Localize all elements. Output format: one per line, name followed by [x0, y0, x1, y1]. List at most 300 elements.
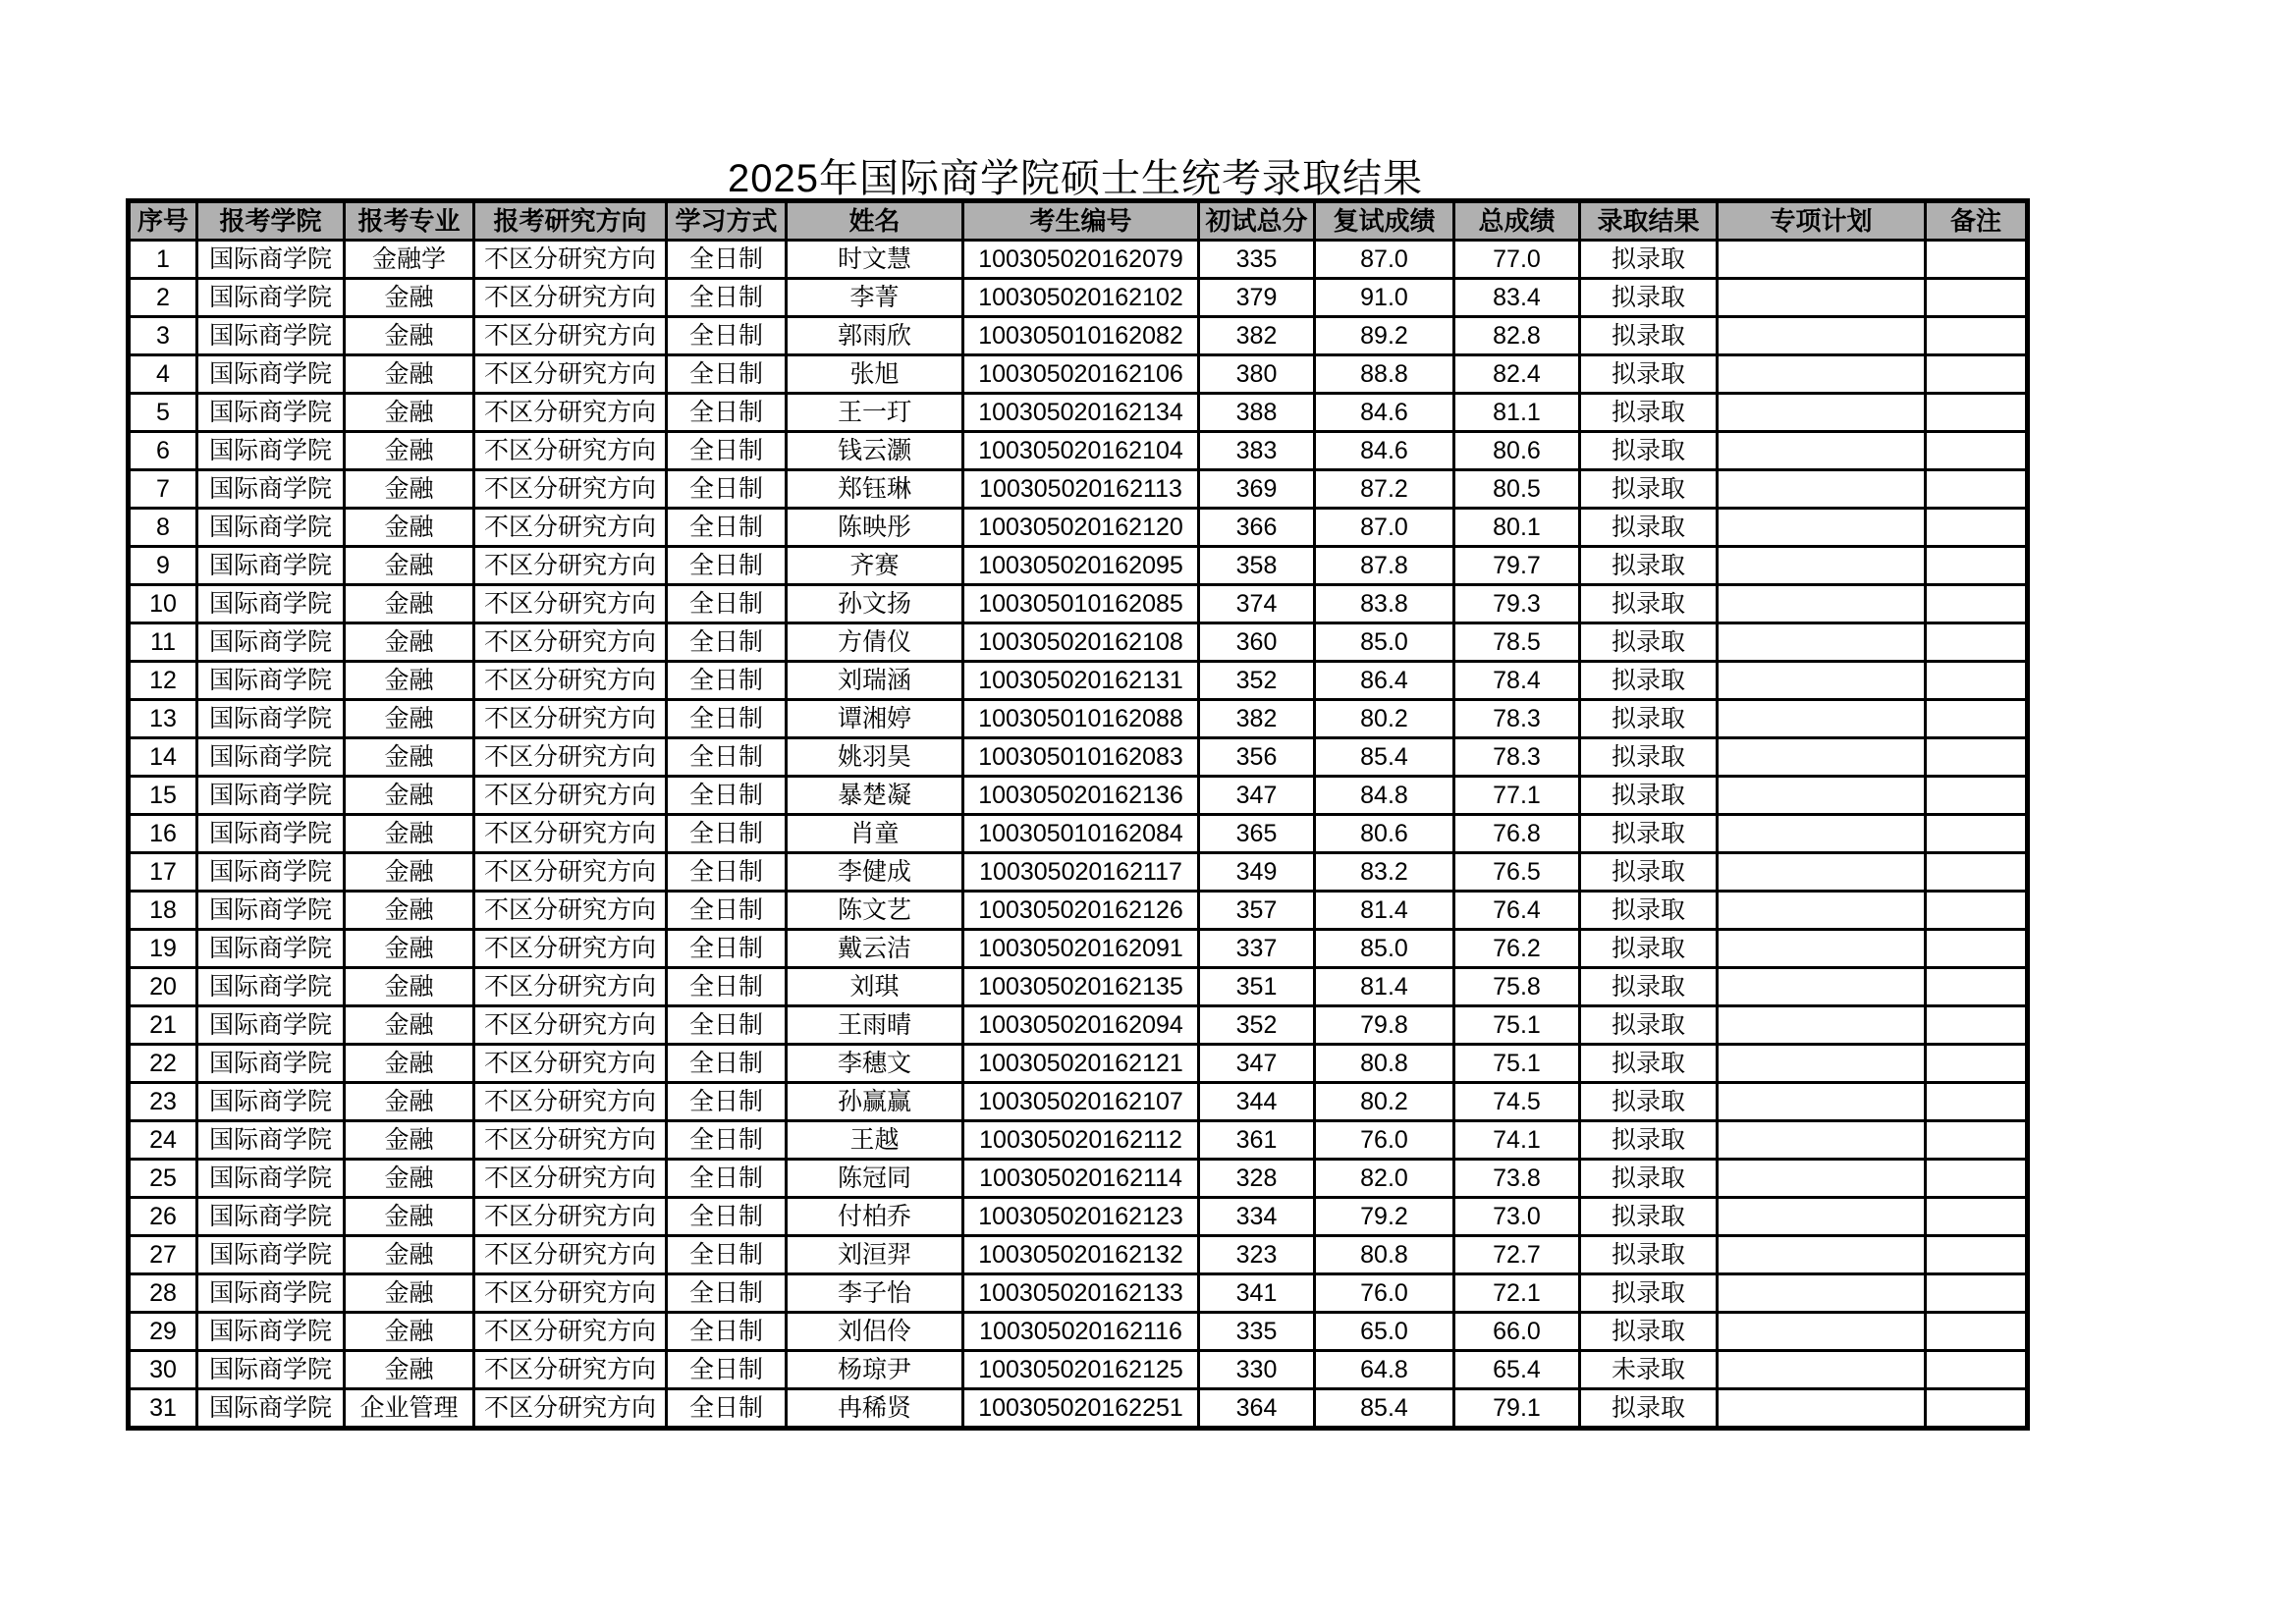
table-cell: 国际商学院	[197, 1083, 345, 1121]
table-cell	[1718, 470, 1926, 509]
table-cell: 100305020162125	[963, 1351, 1199, 1389]
table-cell: 金融	[345, 738, 474, 777]
table-cell	[1926, 1006, 2028, 1045]
table-row	[129, 1083, 2028, 1121]
table-row	[129, 1198, 2028, 1236]
table-cell: 17	[129, 853, 197, 892]
table-cell: 23	[129, 1083, 197, 1121]
table-cell: 73.0	[1454, 1198, 1580, 1236]
table-cell	[1718, 585, 1926, 623]
table-cell	[1718, 509, 1926, 547]
table-cell: 国际商学院	[197, 1274, 345, 1313]
table-cell: 金融	[345, 394, 474, 432]
table-cell: 100305020162107	[963, 1083, 1199, 1121]
table-cell: 335	[1199, 241, 1315, 279]
table-cell: 国际商学院	[197, 1006, 345, 1045]
table-cell: 国际商学院	[197, 968, 345, 1006]
table-cell: 金融	[345, 777, 474, 815]
table-cell: 不区分研究方向	[474, 509, 667, 547]
table-cell: 13	[129, 700, 197, 738]
table-cell: 李穗文	[787, 1045, 963, 1083]
table-cell: 拟录取	[1580, 1121, 1718, 1160]
table-cell: 姚羽昊	[787, 738, 963, 777]
table-cell	[1718, 432, 1926, 470]
table-cell	[1926, 738, 2028, 777]
table-cell: 不区分研究方向	[474, 585, 667, 623]
table-cell	[1718, 1083, 1926, 1121]
table-cell: 国际商学院	[197, 1236, 345, 1274]
table-cell: 全日制	[667, 1236, 787, 1274]
table-cell: 国际商学院	[197, 623, 345, 662]
table-row	[129, 623, 2028, 662]
table-cell: 全日制	[667, 317, 787, 355]
table-row	[129, 585, 2028, 623]
table-cell	[1926, 1274, 2028, 1313]
table-cell: 国际商学院	[197, 241, 345, 279]
table-cell: 76.4	[1454, 892, 1580, 930]
table-cell: 不区分研究方向	[474, 470, 667, 509]
table-cell: 不区分研究方向	[474, 1351, 667, 1389]
table-cell: 拟录取	[1580, 279, 1718, 317]
table-cell: 26	[129, 1198, 197, 1236]
page-title: 2025年国际商学院硕士生统考录取结果	[728, 157, 1423, 200]
table-cell	[1718, 930, 1926, 968]
table-cell: 全日制	[667, 930, 787, 968]
table-cell: 拟录取	[1580, 968, 1718, 1006]
table-cell: 83.8	[1315, 585, 1454, 623]
table-cell	[1718, 853, 1926, 892]
table-cell: 陈映彤	[787, 509, 963, 547]
table-row	[129, 1160, 2028, 1198]
table-cell: 拟录取	[1580, 892, 1718, 930]
table-cell: 347	[1199, 777, 1315, 815]
table-cell: 全日制	[667, 1198, 787, 1236]
table-cell: 金融	[345, 355, 474, 394]
table-cell: 全日制	[667, 1274, 787, 1313]
table-cell: 拟录取	[1580, 509, 1718, 547]
table-cell: 25	[129, 1160, 197, 1198]
table-cell: 100305020162113	[963, 470, 1199, 509]
table-cell: 75.1	[1454, 1045, 1580, 1083]
table-cell: 拟录取	[1580, 1389, 1718, 1429]
table-cell: 78.3	[1454, 700, 1580, 738]
table-cell: 361	[1199, 1121, 1315, 1160]
table-cell: 国际商学院	[197, 317, 345, 355]
table-cell: 拟录取	[1580, 1274, 1718, 1313]
table-cell: 不区分研究方向	[474, 279, 667, 317]
table-cell: 72.7	[1454, 1236, 1580, 1274]
column-header: 学习方式	[667, 201, 787, 241]
table-cell: 75.8	[1454, 968, 1580, 1006]
table-cell: 3	[129, 317, 197, 355]
table-row	[129, 853, 2028, 892]
table-cell: 11	[129, 623, 197, 662]
table-cell: 金融	[345, 1045, 474, 1083]
table-cell: 383	[1199, 432, 1315, 470]
table-cell: 100305020162114	[963, 1160, 1199, 1198]
table-cell: 100305020162132	[963, 1236, 1199, 1274]
table-cell: 83.2	[1315, 853, 1454, 892]
table-cell: 347	[1199, 1045, 1315, 1083]
table-cell	[1718, 1121, 1926, 1160]
table-cell: 时文慧	[787, 241, 963, 279]
table-cell: 65.0	[1315, 1313, 1454, 1351]
table-cell	[1718, 892, 1926, 930]
table-cell: 李菁	[787, 279, 963, 317]
table-cell	[1926, 317, 2028, 355]
table-cell: 拟录取	[1580, 853, 1718, 892]
table-cell: 20	[129, 968, 197, 1006]
column-header: 报考研究方向	[474, 201, 667, 241]
column-header: 复试成绩	[1315, 201, 1454, 241]
table-cell: 金融	[345, 1236, 474, 1274]
table-cell: 87.0	[1315, 241, 1454, 279]
table-cell: 100305010162085	[963, 585, 1199, 623]
table-cell: 金融	[345, 585, 474, 623]
table-cell: 拟录取	[1580, 700, 1718, 738]
table-cell: 全日制	[667, 738, 787, 777]
table-cell: 100305010162084	[963, 815, 1199, 853]
table-cell: 2	[129, 279, 197, 317]
table-cell: 100305020162135	[963, 968, 1199, 1006]
table-cell: 国际商学院	[197, 1198, 345, 1236]
table-cell: 360	[1199, 623, 1315, 662]
table-cell: 80.6	[1315, 815, 1454, 853]
table-cell: 肖童	[787, 815, 963, 853]
table-cell: 87.0	[1315, 509, 1454, 547]
table-cell: 89.2	[1315, 317, 1454, 355]
table-cell	[1718, 394, 1926, 432]
table-cell: 国际商学院	[197, 1313, 345, 1351]
table-cell: 企业管理	[345, 1389, 474, 1429]
table-row	[129, 1006, 2028, 1045]
table-cell: 88.8	[1315, 355, 1454, 394]
table-cell: 国际商学院	[197, 1121, 345, 1160]
table-cell: 100305020162121	[963, 1045, 1199, 1083]
table-cell: 85.0	[1315, 930, 1454, 968]
column-header: 考生编号	[963, 201, 1199, 241]
table-cell: 76.0	[1315, 1274, 1454, 1313]
table-cell: 84.6	[1315, 394, 1454, 432]
table-cell	[1926, 241, 2028, 279]
table-cell	[1926, 1351, 2028, 1389]
column-header: 序号	[129, 201, 197, 241]
table-cell: 341	[1199, 1274, 1315, 1313]
table-row	[129, 892, 2028, 930]
table-cell: 全日制	[667, 432, 787, 470]
table-cell	[1926, 355, 2028, 394]
table-cell: 100305020162091	[963, 930, 1199, 968]
table-cell: 76.0	[1315, 1121, 1454, 1160]
table-cell: 全日制	[667, 1006, 787, 1045]
table-cell: 未录取	[1580, 1351, 1718, 1389]
table-cell: 全日制	[667, 1083, 787, 1121]
table-cell: 国际商学院	[197, 509, 345, 547]
table-cell: 金融	[345, 1313, 474, 1351]
table-cell: 4	[129, 355, 197, 394]
table-cell: 330	[1199, 1351, 1315, 1389]
table-cell: 金融	[345, 623, 474, 662]
table-cell: 金融	[345, 279, 474, 317]
table-cell	[1926, 623, 2028, 662]
table-cell: 不区分研究方向	[474, 355, 667, 394]
table-cell: 30	[129, 1351, 197, 1389]
table-cell: 金融	[345, 700, 474, 738]
table-cell: 100305010162082	[963, 317, 1199, 355]
table-cell	[1718, 547, 1926, 585]
table-cell: 金融	[345, 1121, 474, 1160]
table-cell: 100305020162134	[963, 394, 1199, 432]
column-header: 初试总分	[1199, 201, 1315, 241]
table-cell	[1926, 968, 2028, 1006]
table-row	[129, 1313, 2028, 1351]
table-cell: 72.1	[1454, 1274, 1580, 1313]
table-row	[129, 1045, 2028, 1083]
table-row	[129, 777, 2028, 815]
table-cell: 64.8	[1315, 1351, 1454, 1389]
table-cell: 国际商学院	[197, 815, 345, 853]
table-cell: 李子怡	[787, 1274, 963, 1313]
table-cell: 全日制	[667, 1351, 787, 1389]
table-cell: 拟录取	[1580, 470, 1718, 509]
table-cell: 78.5	[1454, 623, 1580, 662]
table-cell: 不区分研究方向	[474, 853, 667, 892]
table-cell: 83.4	[1454, 279, 1580, 317]
table-cell: 100305020162104	[963, 432, 1199, 470]
table-cell	[1718, 1274, 1926, 1313]
table-cell: 14	[129, 738, 197, 777]
table-cell: 79.2	[1315, 1198, 1454, 1236]
table-cell: 100305020162116	[963, 1313, 1199, 1351]
table-cell	[1926, 1389, 2028, 1429]
table-cell: 不区分研究方向	[474, 892, 667, 930]
table-cell: 王一玎	[787, 394, 963, 432]
table-cell: 不区分研究方向	[474, 968, 667, 1006]
table-cell: 全日制	[667, 777, 787, 815]
table-cell: 100305020162133	[963, 1274, 1199, 1313]
table-cell: 337	[1199, 930, 1315, 968]
table-cell: 100305020162102	[963, 279, 1199, 317]
table-cell: 拟录取	[1580, 1313, 1718, 1351]
table-cell	[1718, 355, 1926, 394]
table-cell: 356	[1199, 738, 1315, 777]
table-cell: 全日制	[667, 1313, 787, 1351]
table-cell: 刘瑞涵	[787, 662, 963, 700]
table-cell: 100305020162251	[963, 1389, 1199, 1429]
table-cell: 18	[129, 892, 197, 930]
table-cell	[1718, 815, 1926, 853]
table-cell: 国际商学院	[197, 738, 345, 777]
table-cell: 不区分研究方向	[474, 1236, 667, 1274]
table-cell: 24	[129, 1121, 197, 1160]
table-cell: 不区分研究方向	[474, 241, 667, 279]
table-row	[129, 1121, 2028, 1160]
table-cell: 74.1	[1454, 1121, 1580, 1160]
table-cell: 374	[1199, 585, 1315, 623]
table-cell: 6	[129, 432, 197, 470]
table-cell: 100305020162112	[963, 1121, 1199, 1160]
table-cell: 齐赛	[787, 547, 963, 585]
table-cell: 100305020162117	[963, 853, 1199, 892]
table-cell: 80.8	[1315, 1045, 1454, 1083]
table-cell: 80.2	[1315, 700, 1454, 738]
column-header: 报考学院	[197, 201, 345, 241]
table-cell: 国际商学院	[197, 930, 345, 968]
table-cell: 87.8	[1315, 547, 1454, 585]
table-cell: 国际商学院	[197, 585, 345, 623]
table-cell: 27	[129, 1236, 197, 1274]
table-cell: 87.2	[1315, 470, 1454, 509]
table-cell: 不区分研究方向	[474, 662, 667, 700]
table-cell: 80.5	[1454, 470, 1580, 509]
table-cell: 全日制	[667, 1389, 787, 1429]
table-cell: 79.1	[1454, 1389, 1580, 1429]
table-row	[129, 968, 2028, 1006]
table-cell: 国际商学院	[197, 777, 345, 815]
table-cell: 拟录取	[1580, 1083, 1718, 1121]
table-cell: 拟录取	[1580, 317, 1718, 355]
table-cell: 不区分研究方向	[474, 700, 667, 738]
table-cell: 78.4	[1454, 662, 1580, 700]
table-row	[129, 355, 2028, 394]
table-cell: 357	[1199, 892, 1315, 930]
table-cell	[1718, 738, 1926, 777]
table-cell: 不区分研究方向	[474, 1045, 667, 1083]
table-cell: 全日制	[667, 853, 787, 892]
table-cell: 82.4	[1454, 355, 1580, 394]
table-row	[129, 1274, 2028, 1313]
table-cell	[1926, 700, 2028, 738]
table-cell: 74.5	[1454, 1083, 1580, 1121]
table-cell: 不区分研究方向	[474, 394, 667, 432]
table-cell: 10	[129, 585, 197, 623]
table-cell: 全日制	[667, 968, 787, 1006]
table-cell: 80.8	[1315, 1236, 1454, 1274]
table-row	[129, 815, 2028, 853]
table-cell: 不区分研究方向	[474, 317, 667, 355]
column-header: 报考专业	[345, 201, 474, 241]
table-cell: 郭雨欣	[787, 317, 963, 355]
table-cell: 金融	[345, 1083, 474, 1121]
table-cell: 全日制	[667, 1045, 787, 1083]
table-cell: 国际商学院	[197, 432, 345, 470]
table-cell: 暴楚凝	[787, 777, 963, 815]
table-cell	[1718, 1236, 1926, 1274]
column-header: 专项计划	[1718, 201, 1926, 241]
table-cell	[1718, 1313, 1926, 1351]
table-cell: 388	[1199, 394, 1315, 432]
table-cell: 79.8	[1315, 1006, 1454, 1045]
table-cell: 全日制	[667, 241, 787, 279]
table-cell: 全日制	[667, 1160, 787, 1198]
table-cell: 不区分研究方向	[474, 777, 667, 815]
table-cell: 金融	[345, 317, 474, 355]
table-cell: 拟录取	[1580, 777, 1718, 815]
table-cell: 谭湘婷	[787, 700, 963, 738]
table-cell: 金融	[345, 1006, 474, 1045]
table-row	[129, 930, 2028, 968]
table-cell: 73.8	[1454, 1160, 1580, 1198]
results-table	[126, 198, 2030, 1431]
table-cell: 366	[1199, 509, 1315, 547]
table-cell	[1926, 1083, 2028, 1121]
table-cell: 91.0	[1315, 279, 1454, 317]
table-cell: 国际商学院	[197, 279, 345, 317]
table-cell	[1926, 509, 2028, 547]
table-cell: 15	[129, 777, 197, 815]
table-cell: 16	[129, 815, 197, 853]
table-cell	[1718, 1045, 1926, 1083]
table-cell: 方倩仪	[787, 623, 963, 662]
table-cell: 全日制	[667, 509, 787, 547]
table-cell: 77.0	[1454, 241, 1580, 279]
table-cell: 100305020162136	[963, 777, 1199, 815]
table-cell: 国际商学院	[197, 1351, 345, 1389]
table-cell: 不区分研究方向	[474, 738, 667, 777]
table-cell: 李健成	[787, 853, 963, 892]
table-cell: 国际商学院	[197, 355, 345, 394]
table-cell	[1926, 1045, 2028, 1083]
table-cell: 75.1	[1454, 1006, 1580, 1045]
table-cell: 金融	[345, 968, 474, 1006]
table-cell: 金融	[345, 547, 474, 585]
table-cell: 国际商学院	[197, 662, 345, 700]
table-cell	[1718, 279, 1926, 317]
table-row	[129, 470, 2028, 509]
table-cell: 杨琼尹	[787, 1351, 963, 1389]
table-cell: 328	[1199, 1160, 1315, 1198]
table-cell: 刘侣伶	[787, 1313, 963, 1351]
table-cell	[1926, 777, 2028, 815]
table-cell	[1718, 1198, 1926, 1236]
table-cell	[1926, 432, 2028, 470]
table-cell: 拟录取	[1580, 394, 1718, 432]
table-cell: 84.6	[1315, 432, 1454, 470]
table-cell: 拟录取	[1580, 662, 1718, 700]
table-cell	[1926, 394, 2028, 432]
table-cell: 85.4	[1315, 1389, 1454, 1429]
table-cell: 不区分研究方向	[474, 623, 667, 662]
table-cell: 85.4	[1315, 738, 1454, 777]
table-cell	[1926, 815, 2028, 853]
table-cell: 100305020162120	[963, 509, 1199, 547]
table-cell: 全日制	[667, 279, 787, 317]
table-cell: 不区分研究方向	[474, 1198, 667, 1236]
table-cell: 不区分研究方向	[474, 547, 667, 585]
table-cell: 5	[129, 394, 197, 432]
table-cell: 金融	[345, 892, 474, 930]
table-cell: 拟录取	[1580, 547, 1718, 585]
table-cell: 国际商学院	[197, 470, 345, 509]
table-cell: 冉稀贤	[787, 1389, 963, 1429]
table-cell: 79.7	[1454, 547, 1580, 585]
table-cell: 孙文扬	[787, 585, 963, 623]
table-cell: 国际商学院	[197, 1045, 345, 1083]
column-header: 备注	[1926, 201, 2028, 241]
table-cell: 金融	[345, 1351, 474, 1389]
table-row	[129, 317, 2028, 355]
table-cell: 拟录取	[1580, 241, 1718, 279]
table-cell	[1926, 279, 2028, 317]
table-cell: 陈文艺	[787, 892, 963, 930]
table-cell: 国际商学院	[197, 547, 345, 585]
table-cell: 9	[129, 547, 197, 585]
table-cell: 344	[1199, 1083, 1315, 1121]
table-cell: 100305020162108	[963, 623, 1199, 662]
table-cell: 拟录取	[1580, 1006, 1718, 1045]
table-cell: 不区分研究方向	[474, 1274, 667, 1313]
table-cell: 80.6	[1454, 432, 1580, 470]
